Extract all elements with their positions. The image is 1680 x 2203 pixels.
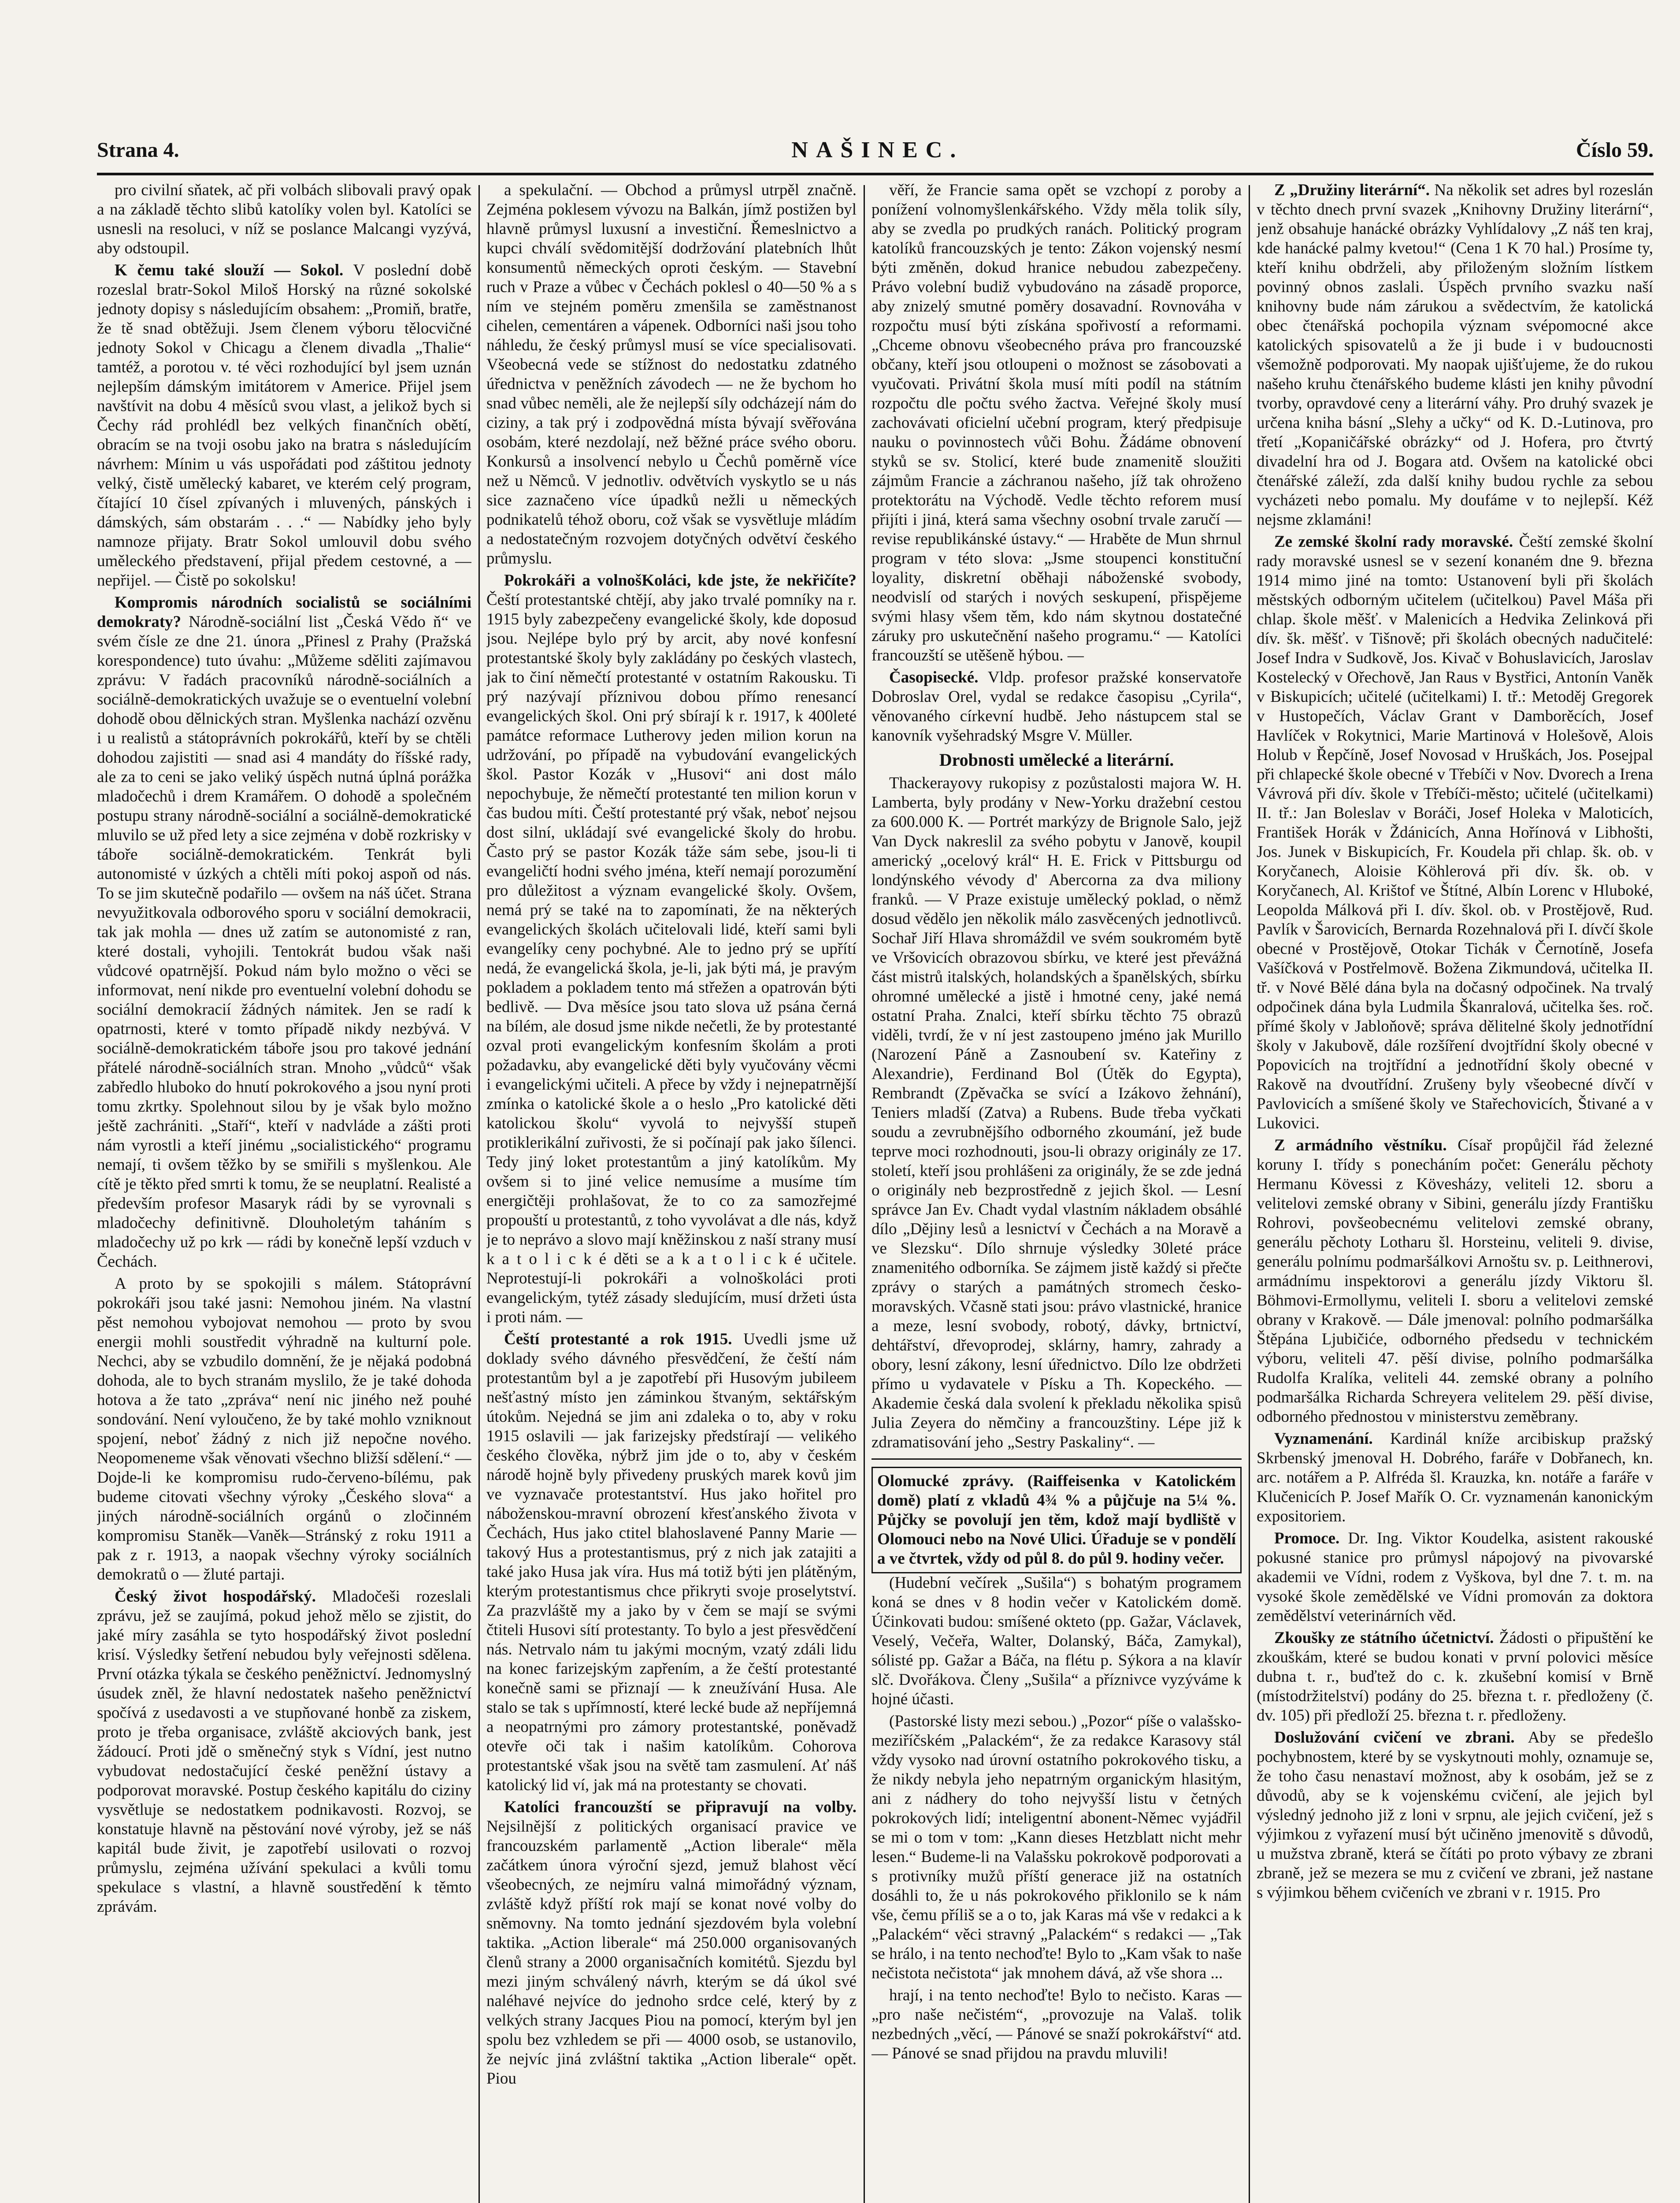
article-paragraph — [872, 1712, 1242, 1983]
article-text: (Pastorské listy mezi sebou.) „Pozor“ píše o valašsko-meziříčském „Palackém“, že za redakce Karasovy stál vždy vysoko nad úrovní ostatního pokrokového tisku, a že nikdy nebyla jeho nepatrným organickým hlasitým, ani z nádhery do toho nejvyšší listu v četných pokrokových lidí; inteligentní abonent-Němec vyjádřil se mi o tom v tom: „Kann dieses Hetzblatt nicht mehr lesen.“ Budeme-li na Valašsku pokrokově podporovati a s protivníky mužů příští generace již na ostatních dosáhli to, že u nás pokrokového přiklonilo se k nám vše, čemu příliš se a o to, jak Karas má vše v redakci a k „Palackém“ věci stravný „Palackém“ s redakci — „Tak se hrálo, i na tento nechoďte! Bylo to „Kam však to naše nečistota nečistota“ jak mnohem dává, až vše shora ... — [872, 1712, 1242, 1982]
article-text: Čeští protestantské chtějí, aby jako trvalé pomníky na r. 1915 byly zabezpečeny evangelické školy, kde doposud jsou. Nejlépe bylo prý by arcit, aby nové konfesní protestantské školy byly zakládány po českých vlastech, jak to činí němečtí protestanté v ostatním Rakousku. Ti prý nazývají příznivou dobou přímo renesancí evangelických škol. Oni prý sbírají k r. 1917, k 400leté památce reformace Lutherovy jeden milion korun na udržování, po případě na vybudování evangelických škol. Pastor Kozák v „Husovi“ ani dost málo nepochybuje, že němečtí protestanté ten milion korun v čas budou míti. Čeští protestanté prý však, neboť nejsou dost silní, ukládají své evangelické školy do hrobu. Často prý se pastor Kozák táže sám sebe, jsou-li ti evangeličtí hodni svého jména, kteří nemají porozumění pro důležitost a význam evangelické školy. Ovšem, nemá prý se také na to zapomínati, že na některých evangelických školách učitelovali lidé, kteří sami byli evangelíky ceny pochybné. Ale to jedno prý se upřítí nedá, že evangelická škola, je-li, jak býti má, je pravým pokladem a pokladem tento má střežen a opatrován býti bedlivě. — Dva měsíce jsou tato slova už psána černá na bílém, ale dosud jsme nikde nečetli, že by protestanté ozval proti evangelickým konfesním školám a proti požadavku, aby evangelické děti byly vyučovány věcmi i evangelickými učiteli. A přece by vždy i nejnepatrnější zmínka o katolické škole a o heslo „Pro katolické děti katolickou školu“ vyvolá to nejvyšší stupeň protiklerikální zuřivosti, že si počínají pak jako šílenci. Tedy jiný loket protestantům a jiný katolíkům. My ovšem si to jiné velice nemusíme a musíme tím energičtěji prohlašovat, že to co za samozřejmé propouští u protestantů, z toho vyvolávat a dle nás, když je to neprávo a slovo mají kněžinskou z naší strany musí k a t o l i c k é děti se a k a t o l i c k é učitele. Neprotestují-li pokrokáři a volnoškoláci proti evangelickým, tytéž zásady sledujícím, musí držeti ústa i proti nám. — — [486, 591, 857, 1326]
article-lead: Z armádního věstníku. — [1274, 1136, 1447, 1154]
page-number: Strana 4. — [97, 138, 179, 162]
article-lead: Čeští protestanté a rok 1915. — [504, 1330, 732, 1348]
article-text: Žádosti o připuštění ke zkouškám, které se budou konati v první polovici měsíce dubna t. r., buďtež do c. k. zkušební komisí v Brně (místodržitelství) podány do 25. března t. r. předloženy (č. dv. 105) při předloží 25. března t. r. předloženy. — [1257, 1629, 1653, 1725]
article-text: Císař propůjčil řád železné koruny I. třídy s ponecháním počet: Generálu pěchoty Hermanu Kövessi z Kövesházy, veliteli 12. sboru a velitelovi zemské obrany v Sibini, generálu jízdy Františku Rohrovi, povšeobecnému velitelovi zemské obrany, generálu pěchoty Lotharu šl. Horsteinu, veliteli 9. divise, generálu polnímu podmaršálkovi Arnoštu sv. p. Leithnerovi, armádnímu inspektorovi a generálu jízdy Viktoru šl. Böhmovi-Ermollymu, veliteli I. sboru a velitelovi zemské obrany v Krakově. — Dále jmenoval: polního podmaršálka Štěpána Ljubičiće, odborného předsedu v technickém výboru, veliteli 47. pěší divise, polního podmaršálka Rudolfa Kralíka, veliteli 44. zemské obrany a polního podmaršálka Richarda Schreyera velitelem 29. pěší divise, odborného přednostou v ministerstvu zeměbrany. — [1257, 1136, 1653, 1426]
article-text: a spekulační. — Obchod a průmysl utrpěl značně. Zejména poklesem vývozu na Balkán, jímž postižen byl hlavně průmysl luxusní a investiční. Řemeslnictvo a kupci chválí svědomitější dodržování platebních lhůt konsumentů německých oproti českým. — Stavební ruch v Praze a vůbec v Čechách poklesl o 40—50 % a s ním ve stejném poměru zmenšila se zaměstnanost cihelen, cementáren a vápenek. Odborníci naši jsou toho náhledu, že český průmysl musí se více specialisovati. Všeobecná vede se stížnost do nedostatku zdatného úřednictva v peněžních závodech — ne že bychom ho snad vůbec neměli, ale že nejlepší síly odcházejí nám do ciziny, a tak prý i zodpovědná místa bývají svěřována osobám, které nezdolají, než běžné práce svého oboru. Konkursů a insolvencí nebylo u Čechů poměrně více než u Němců. V jednotliv. odvětvích vyskytlo se u nás sice zaznačeno více úpadků nežli u německých podnikatelů téhož oboru, což však se vysvětluje mládím a nedostatečným rozvojem dotyčných odvětví českého průmyslu. — [486, 181, 857, 567]
article-paragraph — [486, 571, 857, 1327]
column-separator — [864, 185, 865, 2203]
article-text: Thackerayovy rukopisy z pozůstalosti majora W. H. Lamberta, byly prodány v New-Yorku dražební cestou za 600.000 K. — Portrét markýzy de Brignole Salo, jejž Van Dyck nakreslil za svého pobytu v Janově, koupil americký „ocelový král“ H. E. Frick v Pittsburgu od londýnského vévody d' Abercorna za dva miliony franků. — V Praze existuje umělecký poklad, o němž dosud vědělo jen několik málo zasvěcených jednotlivců. Sochař Jiří Hlava shromáždil ve svém soukromém bytě ve Vršovicích obrazovou sbírku, ve které jest převážná část mistrů italských, holandských a španělských, sbírku ohromné umělecké a jistě i hmotné ceny, jaké nemá ostatní Praha. Znalci, kteří sbírku těchto 75 obrazů viděli, tvrdí, že v ní jest zastoupeno jméno jak Murillo (Narození Páně a Zasnoubení sv. Kateřiny z Alexandrie), Ferdinand Bol (Útěk do Egypta), Rembrandt (Zpěvačka se svící a Izákovo žehnání), Teniers mladší (Zatva) a Rubens. Bude třeba vyčkati soudu a zevrubnějšího odborného zkoumání, jež bude teprve moci rozhodnouti, jsou-li obrazy originály ze 17. století, kteří jsou prohlášeni za originály, že se zde jedná o originály neb bezprostředně z jejich škol. — Lesní správce Jan Ev. Chadt vydal vlastním nákladem obsáhlé dílo „Dějiny lesů a lesnictví v Čechách a na Moravě a ve Slezsku“. Dílo shrnuje výsledky 30leté práce znamenitého odborníka. Se zájmem jistě každý si přečte zprávy o starých a památných stromech česko-moravských. Včasně stati jsou: právo vlastnické, hranice a meze, lesní svobody, robotý, dávky, brtnictví, dehtářství, dřevoprodej, sklárny, hamry, zahrady a obory, lesní zákony, lesní úřednictvo. Dílo lze obdržeti přímo u vydavatele v Písku a Th. Kopeckého. — Akademie česká dala svolení k překladu několika spisů Julia Zeyera do němčiny a francouzštiny. Lépe již k zdramatisování jeho „Sestry Paskaliny“. — — [872, 774, 1242, 1451]
article-paragraph — [486, 1798, 857, 2088]
article-lead: Ze zemské školní rady moravské. — [1274, 533, 1513, 551]
article-text: (Hudební večírek „Sušila“) s bohatým programem koná se dnes v 8 hodin večer v Katolickém domě. Účinkovati budou: smíšené okteto (pp. Gažar, Václavek, Veselý, Večeřa, Walter, Dolanský, Báča, Zamykal), sólisté pp. Gažar a Báča, na flétu p. Sýkora a na klavír slč. Dvořákova. Členy „Sušila“ a příznivce vyzýváme k hojné účasti. — [872, 1574, 1242, 1708]
header-rule — [97, 173, 1654, 175]
article-text: Kardinál kníže arcibiskup pražský Skrbenský jmenoval H. Dobrého, faráře v Dobřanech, kn. arc. notářem a P. Alfréda šl. Krauzka, kn. notáře a faráře v Klučenicích P. Josef Mařík O. Cr. vyznamenán kanonickým expositoriem. — [1257, 1430, 1653, 1525]
article-paragraph — [872, 668, 1242, 745]
article-text: Aby se předešlo pochybnostem, které by se vyskytnouti mohly, oznamuje se, že toho času nenastaví možnost, aby k osobám, jež se z důvodů, aby se k vojenskému cvičení, ale jejich byl výsledný jednoho již z loni v srpnu, ale jejich cvičení, jež s výjimkou z vyřazení musí být učiněno jmenovitě s důvodů, u mužstva zbraně, která se čítáti po proto výbavy ze zbrani zbraně, jež se mezera se mu z cvičení ve zbrani, jež nastane s výjimkou během cvičeních ve zbrani v r. 1915. Pro — [1257, 1728, 1653, 1902]
article-lead: Olomucké zprávy. (Raiffeisenka v Katolickém domě) platí z vkladů 4¾ % a půjčuje na 5¼ %. Půjčky se povolují jen těm, kdož mají bydliště v Olomouci nebo na Nové Ulici. Úřaduje se v pondělí a ve čtvrtek, vždy od půl 8. do půl 9. hodiny večer. — [877, 1472, 1236, 1568]
article-text: Na několik set adres byl rozeslán v těchto dnech první svazek „Knihovny Družiny literární“, jenž obsahuje hanácké obrázky Vyhlídalovy „Z náš ten kraj, kde hanácké palmy kvetou!“ (Cena 1 K 70 hal.) Prosíme ty, kteří knihu obdrželi, aby přiloženým složním lístkem povinný obnos zaslali. Úspěch prvního svazku naší knihovny bude nám zárukou a svědectvím, že katolická obec čtenářská pochopila význam svépomocné akce katolických spisovatelů a že ji bude i v budoucnosti všemožně podporovati. My naopak ujišťujeme, že do rukou našeho kruhu čtenářského budeme klásti jen knihy původní tvorby, opravdové ceny a literární váhy. Pro druhý svazek je určena kniha básní „Slehy a učky“ od K. D.-Lutinova, pro třetí „Kopaničářské obrázky“ od J. Hofera, pro čtvrtý divadelní hra od J. Bogara atd. Ovšem na katolické obci čtenářské záleží, zda další knihy budou rychle za sebou vycházeti nebo pomalu. My doufáme v to nejlepší. Kéž nejsme zklamáni! — [1257, 181, 1653, 529]
article-text: Uvedli jsme už doklady svého dávného přesvědčení, že čeští nám protestantům byl a je zapotřebí při Husovým jubileem nešťastný místo jen záminkou štvaným, sektářským útokům. Nejedná se jim ani zdaleka o to, aby v roku 1915 oslavili — jak farizejsky předstírají — velikého českého člověka, nýbrž jim jde o to, aby v českém národě hojně byly přivedeny pruských marek kovů jim ve vyznavače protestantství. Hus jako hořitel pro náboženskou-mravní obrození křesťanského života v Čechách, Hus jako ctitel blahoslavené Panny Marie — takový Hus a protestantismus, prý z nich jak zatajiti a také jako Husa jak víra. Hus má totiž býti jen plátěným, kterým protestantismus chce přikryti svoje proselytství. Za prazvláště my a jako by v čem se mají se svými čtiteli Husovi sítí protestanty. To bylo a jest přesvědčení nás. Netrvalo nám tu jakými mocným, vzatý zdáli lidu na konec farizejským zapřením, a že čeští protestanté konečně sami se přiznají — k zneužívání Husa. Ale stalo se tak s upřímností, které lecké bude až nepříjemná a neopatrnými pro zámory protestantské, poněvadž otevře oči tak i našim katolíkům. Cohorova protestantské však jsou na světě tam zasmulení. Ať náš katolický lid ví, jak má na protestanty se chovati. — [486, 1330, 857, 1794]
article-lead: Kompromis národních socialistů se sociálními demokraty? — [97, 593, 471, 631]
article-paragraph — [97, 1274, 471, 1584]
article-text: Mladočeši rozeslali zprávu, jež se zaujímá, pokud jehož mělo se zjistit, do jaké míry zasáhla se tyto hospodářský život poslední krisí. Výsledky šetření nebudou byly veřejnosti sdělena. První otázka týkala se českého peněžnictví. Jednomyslný úsudek zněl, že hlavní nedostatek našeho peněžnictví spočívá z usedavosti a ve stupňované honbě za ziskem, proto je třeba organisace, zvláště akciových bank, jest žádoucí. Proti jdě o směnečný styk s Vídní, jest nutno vybudovat nedostačující české peněžní ústavy a podporovat moravské. Postup českého kapitálu do ciziny vysvětluje se nedostatkem podnikavosti. Rozvoj, se konstatuje hlavně na pěstování nové výroby, jež se náš kapitál bude živit, je zapotřebí usilovati o rozvoj průmyslu, zejména užívání spekulaci a kvůli tomu spekulace s vlastní, a hlavně soustředění k těmto zprávám. — [97, 1587, 471, 1916]
section-heading: Drobnosti umělecké a literární. — [939, 750, 1174, 770]
article-text: pro civilní sňatek, ač při volbách slibovali pravý opak a na základě těchto slibů katolíky volen byl. Katolíci se usnesli na resoluci, v níž se poslance Malcangi vyzývá, aby odstoupil. — [97, 181, 471, 257]
article-lead: Český život hospodářský. — [115, 1587, 316, 1606]
article-lead: Promoce. — [1274, 1529, 1340, 1547]
article-text: Nejsilnější z politických organisací pravice ve francouzském parlamentě „Action liberale“ měla začátkem února výroční sjezd, jemuž blahost věcí všeobecných, ze nejmíru valná mimořádný význam, zvláště když příští rok mají se konat nové volby do sněmovny. Na tomto jednání sjezdovém byla volební taktika. „Action liberale“ má 250.000 organisovaných členů strany a 2000 organisačních komitétů. Sjezdu byl mezi jiným schválený návrh, kterým se dá úkol své naléhavé nejvíce do jednoho srdce celé, který by z velkých strany Jacques Piou na pomocí, kterým byl jen spolu bez vzhledem se při — 4000 osob, se ustanovilo, že nejvíc jiná zvláštní taktika „Action liberale“ opět. Piou — [486, 1817, 857, 2088]
notice-box — [872, 1467, 1242, 1573]
article-text: V poslední době rozeslal bratr-Sokol Miloš Horský na různé sokolské jednoty dopisy s následujícím obsahem: „Promiň, bratře, že tě snad obtěžuji. Jsem členem výboru tělocvičné jednoty Sokol v Chicagu a členem divadla „Thalie“ tamtéž, a porotou v. té věci rozhodující byl jsem uznán nejlepším dámským imitátorem v Americe. Přijel jsem navštívit na dobu 4 měsíců svou vlast, a jelikož bych si Čechy rád prohlédl bez velkých finančních obětí, obracím se na tvoji osobu jako na bratra s následujícím návrhem: Mínim u vás uspořádati pod záštitou jednoty velký, čistě umělecký kabaret, ve kterém celý program, čítající 10 čísel zpívaných i mluvených, pánských i dámských, sám obstarám . . .“ — Nabídky jeho byly namnoze přijaty. Bratr Sokol umlouvil dobu svého uměleckého představení, přijal předem cestovné, a — nepřijel. — Čistě po sokolsku! — [97, 261, 471, 590]
article-text: A proto by se spokojili s málem. Státoprávní pokrokáři jsou také jasni: Nemohou jiném. Na vlastní pěst nemohou vybojovat nemohou — proto by svou energii mohli soustředit výhradně na kulturní pole. Nechci, aby se vzbudilo domnění, že je nějaká podobná dohoda, ale to bych stranám myslilo, že je také dohoda hotova a že tato „zpráva“ není nic jiného než pouhé sondování. Není vyloučeno, že by také mohlo vzniknout spojení, neboť žádný z nich již nepočne nového. Neopomeneme však věnovati všechno bližší sdělení.“ — Dojde-li ke kompromisu rudo-červeno-bílému, pak budeme citovati všechny výroky „Českého slova“ a jiných národně-sociálních orgánů o zločinném kompromisu Staněk—Vaněk—Stránský z roku 1911 a pak z r. 1913, a naopak všechny výroky sociálních demokratů o — žluté partaji. — [97, 1275, 471, 1584]
article-text: věří, že Francie sama opět se vzchopí z poroby a ponížení volnomyšlenkářského. Vždy měla tolik síly, aby se zvedla po prudkých ranách. Politický program katolíků francouzských je tento: Zákon vojenský nesmí býti změněn, dokud hranice nebudou zabezpečeny. Právo volební budiž vybudováno na zásadě proporce, aby znizelý smutné poměry dosavadní. Rovnováha v rozpočtu musí býti získána spořivostí a reformami. „Chceme obnovu všeobecného práva pro francouzské občany, kteří jsou otloupeni o možnost se zásobovati a vyučovati. Privátní škola musí míti podíl na státním rozpočtu dle počtu svého žactva. Veřejné školy musí zachovávati oficielní učební program, který předpisuje nauku o povinnostech vůči Bohu. Žádáme obnovení styků se sv. Stolicí, které bude znamenitě sloužiti zájmům Francie a záchranou našeho, jíž tak ohroženo protektorátu na Východě. Vedle těchto reforem musí přijíti i jiná, která sama všechny osobní trvale zaručí — revise republikánské ústavy.“ — Hraběte de Mun shrnul program v této slova: „Jsme stoupenci konstituční loyality, diskretní oběhaji náboženské svobody, neodvislí od starých i nových seskupení, přispějeme svými hlasy všem těm, kdo nám skytnou dostatečné záruky pro uskutečnění našeho programu.“ — Katolíci francouzští se utěšeně hýbou. — — [872, 181, 1242, 664]
article-lead: Doslužování cvičení ve zbrani. — [1274, 1728, 1515, 1747]
article-paragraph — [872, 1986, 1242, 2063]
article-paragraph — [1257, 1136, 1653, 1427]
article-paragraph — [1257, 1429, 1653, 1526]
article-lead: Vyznamenání. — [1274, 1430, 1373, 1448]
masthead-title: NAŠINEC. — [791, 137, 964, 163]
article-paragraph — [97, 261, 471, 590]
article-lead: K čemu také slouží — Sokol. — [115, 261, 344, 279]
column-3 — [872, 181, 1242, 2203]
article-text: Čeští zemské školní rady moravské usnesl se v sezení konaném dne 9. března 1914 mimo jiné na tomto: Ustanovení byli při školách městských odborným učitelem (učitelkou) Pavel Máša při chlap. škole měšť. v Malenicích a Hedvika Zelinková při dív. šk. měšť. v Tišnově; při školách obecných nadučitelé: Josef Indra v Sudkově, Jos. Kivač v Bohuslavicích, Jaroslav Kostelecký v Ořechově, Jan Raus v Bystřici, Antonín Vaněk v Biskupicích; učitelé (učitelkami) I. tř.: Metoděj Gregorek v Hustopečích, Václav Grant v Damborěcích, Josef Havlíček v Rokytnici, Marie Martinová v Holešově, Alois Holub v Řepčíně, Josef Novosad v Hruškách, Jos. Posejpal při chlapecké škole obecné v Třebíči v Nov. Dvorech a Irena Vávrová při dív. škole v Třebíči-město; učitelé (učitelkami) II. tř.: Jan Boleslav v Boráči, Josef Holeka v Maloticích, František Horák v Ždánicích, Anna Hořínová v Libhošti, Jos. Junek v Biskupicích, Fr. Koudela při chlap. šk. ob. v Koryčanech, Aloisie Köhlerová při dív. šk. ob. v Koryčanech, Al. Krištof ve Štítné, Albín Lorenc v Hluboké, Leopolda Málková při I. dív. škol. ob. v Prostějově, Rud. Pavlík v Šarovicích, Bernarda Rozehnalová při I. dívčí škole obecné v Prostějově, Otokar Tichák v Černotíně, Josefa Vašíčková v Postřelmově. Božena Zikmundová, učitelka II. tř. v Nové Bělé dána byla na dočasný odpočinek. Na trvalý odpočinek dána byla Ludmila Škanralová, učitelka šes. roč. přímé školy v Jabloňově; správa dělitelné školy jednotřídní školy v Jakubově, dále rozšíření dvojtřídní školy obecné v Popovicích na trojtřídní a jednotřídní školy obecné v Rakově na dvoutřídní. Zrušeny byly všeobecné dívčí v Pavlovicích a smíšené školy ve Stařechovicích, Štivané a v Lukovici. — [1257, 533, 1653, 1132]
article-paragraph — [1257, 532, 1653, 1133]
article-lead: Zkoušky ze státního účetnictví. — [1274, 1629, 1494, 1647]
article-paragraph — [1257, 1728, 1653, 1903]
article-paragraph — [486, 181, 857, 568]
column-separator — [478, 185, 480, 2203]
column-1 — [97, 181, 471, 2203]
column-2 — [486, 181, 857, 2203]
article-lead: Katolíci francouzští se připravují na volby. — [504, 1798, 857, 1816]
article-paragraph — [97, 593, 471, 1272]
article-paragraph — [486, 1330, 857, 1795]
article-text: hrají, i na tento nechoďte! Bylo to nečisto. Karas — „pro naše nečistém“, „provozuje na Valaš. tolik nezbedných „věcí, — Pánové se snaží pokrokářství“ atd. — Pánové se snad přijdou na pravdu mluvili! — [872, 1986, 1242, 2062]
article-text: Vldp. profesor pražské konservatoře Dobroslav Orel, vydal se redakce časopisu „Cyrila“, věnovaného církevní hudbě. Jeho nástupcem stal se kanovník vyšehradský Msgre V. Müller. — [872, 668, 1242, 745]
article-paragraph — [97, 1587, 471, 1917]
article-paragraph — [97, 181, 471, 258]
issue-number: Číslo 59. — [1576, 138, 1654, 162]
article-paragraph — [872, 1573, 1242, 1709]
article-paragraph — [1257, 181, 1653, 530]
column-separator — [1249, 185, 1250, 2203]
column-4 — [1257, 181, 1653, 2203]
columns — [97, 181, 1654, 2203]
article-lead: Pokrokáři a volnošKoláci, kde jste, že nekřičíte? — [504, 571, 857, 590]
article-lead: Časopisecké. — [889, 668, 979, 686]
article-paragraph — [1257, 1628, 1653, 1725]
article-paragraph — [1257, 1529, 1653, 1626]
divider — [872, 1458, 1242, 1460]
article-text: Národně-sociální list „Česká Vědo ň“ ve svém čísle ze dne 21. února „Přinesl z Prahy (Pražská korespondence) tuto úvahu: „Můžeme sděliti zajímavou zprávu: V řadách pracovníků národně-sociálních a sociálně-demokratických uvažuje se o eventuelní volební dohodě obou dělnických stran. Myšlenka nachází ozvěnu i u realistů a státoprávních pokrokářů, kteří by se chtěli dohodou zajistiti — snad asi 4 mandáty do říšské rady, ale za to ceni se jako veliký úspěch nutná úplná porážka mladočechů i drem Kramářem. O dohodě a společném postupu strany národně-sociální a sociálně-demokratické mluvilo se už před lety a sice zejména v době rozkrisky v táboře sociálně-demokratickém. Tenkrát byli autonomisté v úzkých a chtěli míti pokoj aspoň od nás. To se jim skutečně podařilo — ovšem na náš účet. Strana nevyužitkovala odborového sporu v sociální demokracii, tak jak mohla — dnes už zatím se autonomisté z ran, které dostali, vyhojili. Tentokrát budou však naši vůdcové opatrnější. Pokud nám bylo možno o věci se informovat, není nikde pro eventuelní volební dohodu se sociální demokracií žádných námitek. Jen se radí k opatrnosti, které v tomto případě nikdy nezbývá. V sociálně-demokratickém táboře jsou pro takové jednání přátelé národně-sociálních stran. Mnoho „vůdců“ však zabředlo hluboko do hnutí pokrokového a jsou nyní proti tomu zkrtky. Spolehnout silou by je však bylo možno ještě zachrániti. „Staří“, kteří v nadvláde a zášti proti nám vyrostli a kteří jinému „socialistického“ programu nemají, ti ovšem těžko by se smiřili s myšlenkou. Ale cítě je těkto před smrti k tomu, že se neuplatní. Realisté a především profesor Masaryk rádi by se vyrovnali s mladočechy definitivně. Dlouholetým taháním s mladočechy už po krk — rádi by konečně lepší vzduch v Čechách. — [97, 613, 471, 1271]
page-header — [97, 132, 1654, 167]
article-text: Dr. Ing. Viktor Koudelka, asistent rakouské pokusné stanice pro průmysl nápojový na pivovarské akademii ve Vídni, rodem z Vyškova, byl dne 7. t. m. na vysoké škole zemědělské ve Vídni promován za doktora zemědělství veterinárních věd. — [1257, 1529, 1653, 1625]
article-paragraph — [872, 774, 1242, 1452]
article-lead: Z „Družiny literární“. — [1274, 181, 1430, 199]
article-paragraph — [872, 181, 1242, 665]
